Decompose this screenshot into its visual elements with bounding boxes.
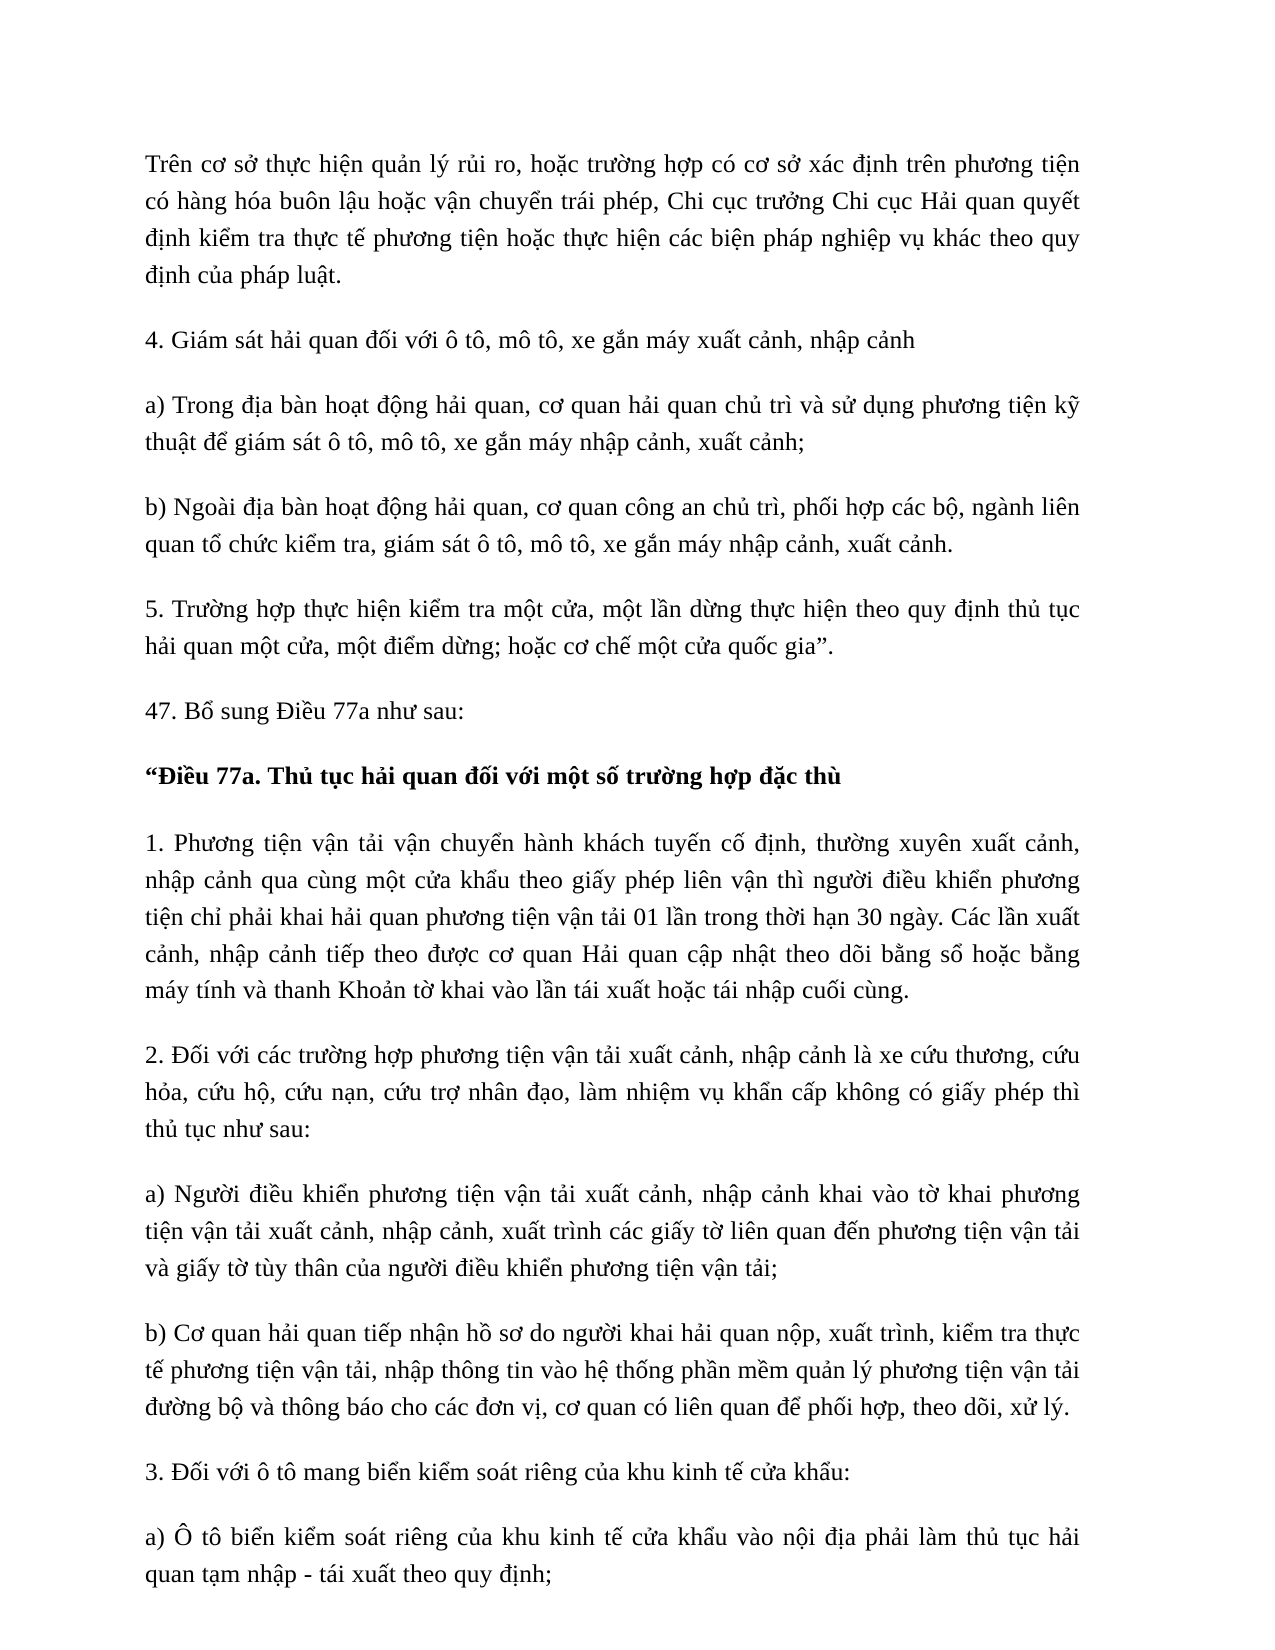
paragraph-77a-item-2a: a) Người điều khiển phương tiện vận tải xuất cảnh, nhập cảnh khai vào tờ khai phương tiện vận tải xuất cảnh, nhập cảnh, xuất trình các giấy tờ liên quan đến phương tiện vận tải và giấy tờ tùy thân của người điều khiển phương tiện vận tải;: [145, 1179, 1080, 1283]
paragraph-77a-item-3a: a) Ô tô biển kiểm soát riêng của khu kinh tế cửa khẩu vào nội địa phải làm thủ tục hải quan tạm nhập - tái xuất theo quy định;: [145, 1522, 1080, 1589]
paragraph-77a-item-2b: b) Cơ quan hải quan tiếp nhận hồ sơ do người khai hải quan nộp, xuất trình, kiểm tra thực tế phương tiện vận tải, nhập thông tin vào hệ thống phần mềm quản lý phương tiện vận tải đường bộ và thông báo cho các đơn vị, cơ quan có liên quan để phối hợp, theo dõi, xử lý.: [145, 1318, 1080, 1422]
paragraph-77a-item-1: 1. Phương tiện vận tải vận chuyển hành khách tuyến cố định, thường xuyên xuất cảnh, nhập cảnh qua cùng một cửa khẩu theo giấy phép liên vận thì người điều khiển phương tiện chỉ phải khai hải quan phương tiện vận tải 01 lần trong thời hạn 30 ngày. Các lần xuất cảnh, nhập cảnh tiếp theo được cơ quan Hải quan cập nhật theo dõi bằng sổ hoặc bằng máy tính và thanh Khoản tờ khai vào lần tái xuất hoặc tái nhập cuối cùng.: [145, 827, 1080, 1005]
paragraph-item-4: 4. Giám sát hải quan đối với ô tô, mô tô, xe gắn máy xuất cảnh, nhập cảnh: [145, 324, 916, 354]
paragraph-item-4b: b) Ngoài địa bàn hoạt động hải quan, cơ quan công an chủ trì, phối hợp các bộ, ngành liên quan tổ chức kiểm tra, giám sát ô tô, mô tô, xe gắn máy nhập cảnh, xuất cảnh.: [145, 491, 1080, 558]
paragraph-item-4a: a) Trong địa bàn hoạt động hải quan, cơ quan hải quan chủ trì và sử dụng phương tiện kỹ thuật để giám sát ô tô, mô tô, xe gắn máy nhập cảnh, xuất cảnh;: [145, 389, 1080, 456]
paragraph-item-5: 5. Trường hợp thực hiện kiểm tra một cửa, một lần dừng thực hiện theo quy định thủ tục hải quan một cửa, một điểm dừng; hoặc cơ chế một cửa quốc gia”.: [145, 593, 1080, 660]
heading-dieu-77a: “Điều 77a. Thủ tục hải quan đối với một số trường hợp đặc thù: [145, 760, 842, 790]
paragraph-intro-risk-management: Trên cơ sở thực hiện quản lý rủi ro, hoặc trường hợp có cơ sở xác định trên phương tiện có hàng hóa buôn lậu hoặc vận chuyển trái phép, Chi cục trưởng Chi cục Hải quan quyết định kiểm tra thực tế phương tiện hoặc thực hiện các biện pháp nghiệp vụ khác theo quy định của pháp luật.: [145, 149, 1080, 289]
paragraph-77a-item-3: 3. Đối với ô tô mang biển kiểm soát riêng của khu kinh tế cửa khẩu:: [145, 1457, 851, 1487]
paragraph-item-47: 47. Bổ sung Điều 77a như sau:: [145, 695, 465, 725]
document-body: [145, 146, 1080, 1593]
paragraph-77a-item-2: 2. Đối với các trường hợp phương tiện vận tải xuất cảnh, nhập cảnh là xe cứu thương, cứu hỏa, cứu hộ, cứu nạn, cứu trợ nhân đạo, làm nhiệm vụ khẩn cấp không có giấy phép thì thủ tục như sau:: [145, 1040, 1080, 1144]
